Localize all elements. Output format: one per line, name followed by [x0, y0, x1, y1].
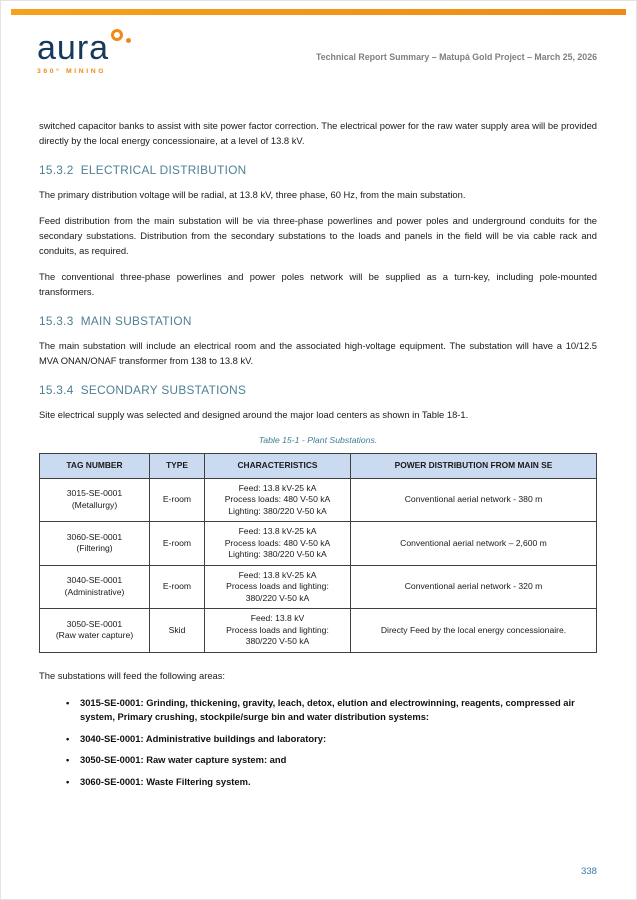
char-line: Process loads: 480 V-50 kA	[224, 494, 331, 504]
power-cell: Conventional aerial network - 320 m	[351, 565, 597, 609]
ring-icon	[111, 29, 123, 41]
paragraph: The main substation will include an electrical room and the associated high-voltage equipment. The substation will have a 10/12.5 MVA ONAN/ONAF transformer from 138 to 13.8 kV.	[39, 340, 597, 366]
column-header-power-distribution: POWER DISTRIBUTION FROM MAIN SE	[351, 454, 597, 479]
tag-number: 3050-SE-0001	[66, 618, 123, 629]
power-cell: Directy Feed by the local energy concessionaire.	[351, 609, 597, 653]
list-item: • 3050-SE-0001: Raw water capture system: and	[66, 753, 597, 768]
paragraph: The conventional three-phase powerlines and power poles network will be supplied as a turn-key, including pole-mounted transformers.	[39, 271, 597, 297]
char-line: Process loads and lighting:	[226, 624, 329, 635]
tag-area: (Filtering)	[76, 543, 113, 554]
type-cell: E-room	[150, 565, 205, 609]
table-row	[40, 478, 597, 522]
characteristics-cell	[205, 565, 351, 609]
dot-icon	[126, 38, 131, 43]
tag-area: (Raw water capture)	[55, 630, 134, 641]
report-header-title: Technical Report Summary – Matupá Gold Project – March 25, 2026	[316, 52, 597, 62]
char-line: Lighting: 380/220 V-50 kA	[228, 549, 327, 559]
column-header-type: TYPE	[150, 454, 205, 479]
paragraph: Feed distribution from the main substation will be via three-phase powerlines and power poles and underground conduits for the secondary substations. Distribution from the secondary substations to the loads and panels in the field will be via cable rack and conduits, as required.	[39, 215, 597, 256]
table-row	[40, 609, 597, 653]
tag-number: 3015-SE-0001	[66, 488, 123, 499]
table-row	[40, 565, 597, 609]
document-content	[39, 118, 597, 796]
aura-ring-dot-icon	[111, 29, 131, 49]
char-line: 380/220 V-50 kA	[245, 592, 310, 603]
table-row	[40, 522, 597, 566]
plant-substations-table	[39, 453, 597, 653]
characteristics-cell	[205, 522, 351, 566]
tag-cell	[40, 522, 150, 566]
tag-area: (Metallurgy)	[71, 499, 118, 510]
char-line: Lighting: 380/220 V-50 kA	[228, 505, 327, 516]
page-number: 338	[580, 866, 597, 877]
power-cell: Conventional aerial network - 380 m	[351, 478, 597, 522]
logo-wordmark-row	[37, 31, 109, 65]
table-caption: Table 15-1 - Plant Substations.	[258, 435, 378, 445]
tag-cell	[40, 565, 150, 609]
list-item: • 3040-SE-0001: Administrative buildings and laboratory:	[66, 732, 597, 747]
paragraph: Site electrical supply was selected and designed around the major load centers as shown in Table 18-1.	[39, 409, 469, 420]
table-header-row	[40, 454, 597, 479]
section-heading-secondary-substations: 15.3.4 SECONDARY SUBSTATIONS	[39, 383, 247, 397]
type-cell: E-room	[150, 478, 205, 522]
char-line: Process loads and lighting:	[226, 581, 329, 591]
tag-number: 3060-SE-0001	[66, 531, 123, 542]
logo-wordmark: aura	[37, 29, 110, 67]
aura-logo	[37, 31, 109, 75]
char-line: Process loads: 480 V-50 kA	[224, 537, 331, 548]
list-item: • 3015-SE-0001: Grinding, thickening, gravity, leach, detox, elution and electrowinning, reagents, compressed air system, Primary crushing, stockpile/surge bin and water distribution systems:	[66, 696, 597, 725]
tag-number: 3040-SE-0001	[66, 575, 123, 586]
section-heading-electrical-distribution: 15.3.2 ELECTRICAL DISTRIBUTION	[39, 163, 247, 177]
characteristics-cell	[205, 609, 351, 653]
top-accent-bar	[11, 9, 626, 15]
char-line: 380/220 V-50 kA	[245, 636, 310, 646]
section-heading-main-substation: 15.3.3 MAIN SUBSTATION	[39, 314, 192, 328]
tag-cell	[40, 609, 150, 653]
char-line: Feed: 13.8 kV	[250, 613, 305, 623]
type-cell: Skid	[150, 609, 205, 653]
column-header-characteristics: CHARACTERISTICS	[205, 454, 351, 479]
substation-feed-list	[66, 696, 597, 790]
list-item: • 3060-SE-0001: Waste Filtering system.	[66, 775, 597, 790]
tag-cell	[40, 478, 150, 522]
intro-paragraph: switched capacitor banks to assist with site power factor correction. The electrical power for the raw water supply area will be provided directly by the local energy concessionaire, at a level of 13.8 kV.	[39, 120, 597, 146]
type-cell: E-room	[150, 522, 205, 566]
power-cell: Conventional aerial network – 2,600 m	[351, 522, 597, 566]
feed-intro-paragraph: The substations will feed the following areas:	[39, 669, 226, 681]
column-header-tag-number: TAG NUMBER	[40, 454, 150, 479]
char-line: Feed: 13.8 kV-25 kA	[238, 526, 317, 536]
characteristics-cell	[205, 478, 351, 522]
logo-tagline: 360° MINING	[37, 68, 107, 75]
tag-area: (Administrative)	[64, 586, 125, 597]
paragraph: The primary distribution voltage will be radial, at 13.8 kV, three phase, 60 Hz, from the main substation.	[39, 189, 466, 200]
char-line: Feed: 13.8 kV-25 kA	[238, 569, 317, 580]
char-line: Feed: 13.8 kV-25 kA	[238, 482, 317, 493]
